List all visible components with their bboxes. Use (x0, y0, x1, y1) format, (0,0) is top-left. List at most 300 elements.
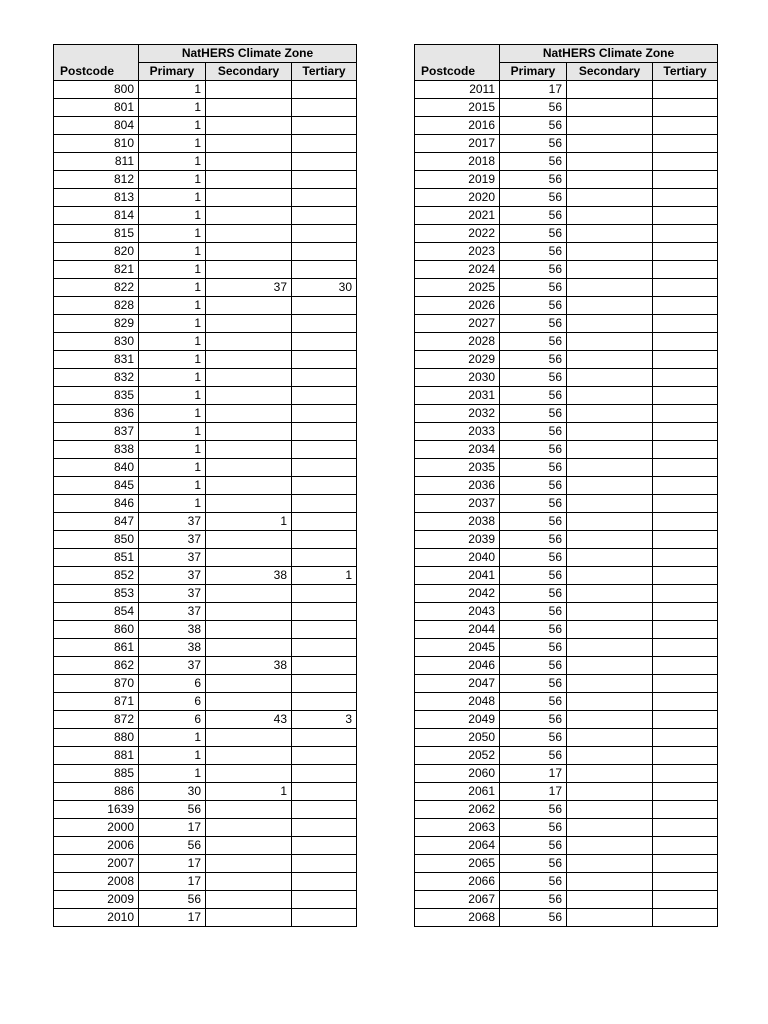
primary-cell: 56 (500, 693, 567, 711)
table-row (54, 891, 357, 909)
tertiary-cell (653, 459, 718, 477)
postcode-cell: 801 (54, 99, 139, 117)
table-row (54, 297, 357, 315)
table-row (415, 909, 718, 927)
secondary-cell (206, 801, 292, 819)
secondary-cell (567, 711, 653, 729)
tertiary-cell (292, 225, 357, 243)
primary-cell: 56 (500, 351, 567, 369)
table-row (415, 837, 718, 855)
postcode-cell: 2015 (415, 99, 500, 117)
table-row (415, 81, 718, 99)
postcode-cell: 815 (54, 225, 139, 243)
tertiary-cell (653, 81, 718, 99)
secondary-cell (206, 81, 292, 99)
secondary-cell (567, 333, 653, 351)
postcode-cell: 845 (54, 477, 139, 495)
tertiary-cell (292, 405, 357, 423)
header-tertiary: Tertiary (292, 63, 357, 81)
table-row (54, 405, 357, 423)
tertiary-cell (653, 891, 718, 909)
table-row (54, 243, 357, 261)
postcode-cell: 2022 (415, 225, 500, 243)
secondary-cell (567, 729, 653, 747)
postcode-cell: 2037 (415, 495, 500, 513)
tertiary-cell (292, 99, 357, 117)
secondary-cell (206, 369, 292, 387)
tertiary-cell (653, 99, 718, 117)
postcode-cell: 831 (54, 351, 139, 369)
tertiary-cell (653, 225, 718, 243)
postcode-cell: 2008 (54, 873, 139, 891)
primary-cell: 1 (139, 135, 206, 153)
table-row (415, 693, 718, 711)
tertiary-cell (292, 603, 357, 621)
table-row (54, 585, 357, 603)
primary-cell: 1 (139, 279, 206, 297)
primary-cell: 38 (139, 621, 206, 639)
primary-cell: 56 (139, 801, 206, 819)
tertiary-cell (292, 135, 357, 153)
secondary-cell: 38 (206, 657, 292, 675)
postcode-cell: 2018 (415, 153, 500, 171)
table-row (415, 873, 718, 891)
table-row (415, 639, 718, 657)
primary-cell: 56 (500, 891, 567, 909)
primary-cell: 56 (500, 423, 567, 441)
postcode-cell: 881 (54, 747, 139, 765)
table-row (54, 747, 357, 765)
header-primary: Primary (500, 63, 567, 81)
postcode-cell: 2020 (415, 189, 500, 207)
table-row (54, 693, 357, 711)
secondary-cell (206, 207, 292, 225)
secondary-cell (567, 531, 653, 549)
primary-cell: 56 (500, 243, 567, 261)
tertiary-cell (653, 171, 718, 189)
primary-cell: 56 (500, 513, 567, 531)
tertiary-cell (653, 639, 718, 657)
primary-cell: 1 (139, 369, 206, 387)
secondary-cell (206, 765, 292, 783)
tertiary-cell (292, 81, 357, 99)
secondary-cell (567, 405, 653, 423)
primary-cell: 1 (139, 261, 206, 279)
primary-cell: 56 (500, 585, 567, 603)
tertiary-cell (292, 909, 357, 927)
postcode-cell: 2044 (415, 621, 500, 639)
primary-cell: 56 (500, 531, 567, 549)
table-row (54, 855, 357, 873)
postcode-cell: 2060 (415, 765, 500, 783)
tertiary-cell (653, 153, 718, 171)
postcode-cell: 804 (54, 117, 139, 135)
table-row (415, 387, 718, 405)
tertiary-cell (653, 513, 718, 531)
tertiary-cell (653, 387, 718, 405)
secondary-cell (567, 81, 653, 99)
tertiary-cell (292, 855, 357, 873)
secondary-cell (567, 495, 653, 513)
primary-cell: 1 (139, 207, 206, 225)
tertiary-cell (292, 513, 357, 531)
primary-cell: 17 (139, 855, 206, 873)
table-row (415, 711, 718, 729)
tertiary-cell (653, 279, 718, 297)
table-row (54, 657, 357, 675)
postcode-cell: 838 (54, 441, 139, 459)
tertiary-cell (292, 639, 357, 657)
secondary-cell (206, 873, 292, 891)
secondary-cell (567, 891, 653, 909)
tertiary-cell (653, 675, 718, 693)
table-row (54, 207, 357, 225)
table-row (415, 441, 718, 459)
table-row (54, 567, 357, 585)
postcode-cell: 2040 (415, 549, 500, 567)
secondary-cell (206, 423, 292, 441)
postcode-cell: 813 (54, 189, 139, 207)
postcode-cell: 800 (54, 81, 139, 99)
primary-cell: 56 (500, 135, 567, 153)
postcode-cell: 2011 (415, 81, 500, 99)
primary-cell: 1 (139, 189, 206, 207)
table-row (415, 225, 718, 243)
table-body-right (415, 81, 718, 927)
secondary-cell (567, 585, 653, 603)
table-row (54, 279, 357, 297)
secondary-cell (567, 549, 653, 567)
postcode-cell: 2052 (415, 747, 500, 765)
table-row (54, 873, 357, 891)
tertiary-cell (653, 711, 718, 729)
secondary-cell (567, 855, 653, 873)
primary-cell: 56 (500, 819, 567, 837)
tertiary-cell (653, 405, 718, 423)
table-row (54, 765, 357, 783)
postcode-cell: 810 (54, 135, 139, 153)
secondary-cell: 43 (206, 711, 292, 729)
table-row (415, 657, 718, 675)
table-row (415, 297, 718, 315)
primary-cell: 17 (139, 909, 206, 927)
postcode-cell: 2041 (415, 567, 500, 585)
tertiary-cell (292, 801, 357, 819)
tertiary-cell (292, 531, 357, 549)
table-row (415, 801, 718, 819)
postcode-cell: 821 (54, 261, 139, 279)
table-row (415, 153, 718, 171)
postcode-cell: 847 (54, 513, 139, 531)
postcode-cell: 2029 (415, 351, 500, 369)
secondary-cell (206, 549, 292, 567)
primary-cell: 37 (139, 531, 206, 549)
postcode-cell: 2027 (415, 315, 500, 333)
primary-cell: 56 (500, 711, 567, 729)
postcode-cell: 2064 (415, 837, 500, 855)
primary-cell: 38 (139, 639, 206, 657)
tertiary-cell (653, 495, 718, 513)
table-row (54, 603, 357, 621)
table-row (54, 675, 357, 693)
postcode-cell: 2026 (415, 297, 500, 315)
secondary-cell (206, 225, 292, 243)
primary-cell: 30 (139, 783, 206, 801)
table-row (54, 135, 357, 153)
postcode-cell: 872 (54, 711, 139, 729)
primary-cell: 56 (500, 639, 567, 657)
tertiary-cell (292, 783, 357, 801)
table-row (415, 819, 718, 837)
table-row (415, 423, 718, 441)
primary-cell: 1 (139, 333, 206, 351)
primary-cell: 56 (500, 801, 567, 819)
secondary-cell (567, 693, 653, 711)
table-row (415, 765, 718, 783)
table-row (54, 459, 357, 477)
header-secondary: Secondary (567, 63, 653, 81)
primary-cell: 1 (139, 117, 206, 135)
table-row (54, 81, 357, 99)
postcode-cell: 852 (54, 567, 139, 585)
primary-cell: 56 (500, 261, 567, 279)
postcode-cell: 862 (54, 657, 139, 675)
secondary-cell (206, 729, 292, 747)
tertiary-cell: 1 (292, 567, 357, 585)
primary-cell: 56 (500, 405, 567, 423)
table-row (54, 513, 357, 531)
postcode-cell: 2038 (415, 513, 500, 531)
postcode-cell: 850 (54, 531, 139, 549)
tertiary-cell (653, 621, 718, 639)
primary-cell: 37 (139, 603, 206, 621)
primary-cell: 56 (500, 621, 567, 639)
secondary-cell (206, 477, 292, 495)
secondary-cell (206, 351, 292, 369)
tertiary-cell (292, 819, 357, 837)
primary-cell: 37 (139, 585, 206, 603)
secondary-cell (567, 225, 653, 243)
postcode-cell: 2028 (415, 333, 500, 351)
table-row (415, 729, 718, 747)
tertiary-cell (292, 675, 357, 693)
secondary-cell (206, 855, 292, 873)
postcode-cell: 837 (54, 423, 139, 441)
primary-cell: 56 (500, 153, 567, 171)
tertiary-cell (292, 621, 357, 639)
table-row (54, 621, 357, 639)
table-row (54, 783, 357, 801)
primary-cell: 56 (500, 99, 567, 117)
secondary-cell (567, 207, 653, 225)
postcode-cell: 832 (54, 369, 139, 387)
tertiary-cell (653, 729, 718, 747)
primary-cell: 1 (139, 99, 206, 117)
secondary-cell (206, 603, 292, 621)
header-tertiary: Tertiary (653, 63, 718, 81)
postcode-cell: 830 (54, 333, 139, 351)
primary-cell: 17 (500, 765, 567, 783)
postcode-cell: 2033 (415, 423, 500, 441)
table-row (415, 261, 718, 279)
table-row (415, 513, 718, 531)
postcode-cell: 886 (54, 783, 139, 801)
tertiary-cell (292, 189, 357, 207)
secondary-cell (567, 351, 653, 369)
postcode-cell: 829 (54, 315, 139, 333)
table-row (415, 243, 718, 261)
postcode-cell: 853 (54, 585, 139, 603)
secondary-cell (567, 99, 653, 117)
tertiary-cell (653, 441, 718, 459)
tertiary-cell (653, 135, 718, 153)
secondary-cell (567, 279, 653, 297)
table-row (54, 423, 357, 441)
primary-cell: 1 (139, 351, 206, 369)
table-row (415, 117, 718, 135)
secondary-cell (567, 837, 653, 855)
postcode-cell: 2048 (415, 693, 500, 711)
tertiary-cell (292, 873, 357, 891)
tertiary-cell (292, 261, 357, 279)
secondary-cell (206, 99, 292, 117)
secondary-cell (206, 117, 292, 135)
primary-cell: 37 (139, 567, 206, 585)
tertiary-cell (292, 171, 357, 189)
primary-cell: 56 (500, 207, 567, 225)
postcode-cell: 2023 (415, 243, 500, 261)
table-row (415, 333, 718, 351)
tertiary-cell (292, 243, 357, 261)
table-row (54, 729, 357, 747)
secondary-cell (567, 675, 653, 693)
primary-cell: 56 (500, 657, 567, 675)
table-row (415, 189, 718, 207)
table-row (54, 441, 357, 459)
table-row (54, 153, 357, 171)
secondary-cell (567, 909, 653, 927)
tertiary-cell (653, 243, 718, 261)
postcode-cell: 811 (54, 153, 139, 171)
tertiary-cell (292, 387, 357, 405)
tertiary-cell (653, 297, 718, 315)
secondary-cell (567, 441, 653, 459)
secondary-cell (567, 243, 653, 261)
postcode-cell: 851 (54, 549, 139, 567)
tertiary-cell (292, 891, 357, 909)
tertiary-cell (653, 423, 718, 441)
climate-zone-table-left (53, 44, 357, 927)
postcode-cell: 2043 (415, 603, 500, 621)
secondary-cell (206, 243, 292, 261)
primary-cell: 56 (500, 387, 567, 405)
primary-cell: 37 (139, 657, 206, 675)
header-climate-zone: NatHERS Climate Zone (500, 45, 718, 63)
primary-cell: 1 (139, 387, 206, 405)
secondary-cell (567, 171, 653, 189)
postcode-cell: 2065 (415, 855, 500, 873)
secondary-cell (206, 531, 292, 549)
secondary-cell (567, 189, 653, 207)
primary-cell: 56 (139, 837, 206, 855)
secondary-cell (206, 297, 292, 315)
table-row (54, 171, 357, 189)
table-row (54, 315, 357, 333)
postcode-cell: 2006 (54, 837, 139, 855)
secondary-cell (567, 423, 653, 441)
postcode-cell: 2021 (415, 207, 500, 225)
secondary-cell (206, 189, 292, 207)
tertiary-cell (292, 549, 357, 567)
tertiary-cell (292, 153, 357, 171)
tertiary-cell (292, 657, 357, 675)
secondary-cell (567, 567, 653, 585)
tertiary-cell (292, 477, 357, 495)
secondary-cell (567, 603, 653, 621)
postcode-cell: 2016 (415, 117, 500, 135)
secondary-cell (206, 891, 292, 909)
primary-cell: 56 (500, 675, 567, 693)
postcode-cell: 836 (54, 405, 139, 423)
secondary-cell (567, 261, 653, 279)
tertiary-cell (292, 297, 357, 315)
secondary-cell (206, 675, 292, 693)
primary-cell: 17 (139, 819, 206, 837)
tertiary-cell (292, 495, 357, 513)
table-row (54, 189, 357, 207)
table-row (54, 531, 357, 549)
postcode-cell: 2034 (415, 441, 500, 459)
primary-cell: 37 (139, 513, 206, 531)
postcode-cell: 2062 (415, 801, 500, 819)
table-row (54, 225, 357, 243)
table-row (54, 261, 357, 279)
postcode-cell: 2067 (415, 891, 500, 909)
postcode-cell: 870 (54, 675, 139, 693)
postcode-cell: 860 (54, 621, 139, 639)
secondary-cell: 1 (206, 513, 292, 531)
primary-cell: 1 (139, 495, 206, 513)
table-row (54, 477, 357, 495)
secondary-cell (206, 621, 292, 639)
secondary-cell (567, 819, 653, 837)
secondary-cell (567, 369, 653, 387)
tertiary-cell (292, 585, 357, 603)
table-row (54, 837, 357, 855)
secondary-cell (206, 909, 292, 927)
tertiary-cell (292, 729, 357, 747)
primary-cell: 56 (500, 333, 567, 351)
secondary-cell: 1 (206, 783, 292, 801)
secondary-cell (206, 315, 292, 333)
primary-cell: 56 (500, 477, 567, 495)
postcode-cell: 835 (54, 387, 139, 405)
secondary-cell (206, 837, 292, 855)
primary-cell: 1 (139, 225, 206, 243)
postcode-cell: 2009 (54, 891, 139, 909)
secondary-cell (567, 315, 653, 333)
postcode-cell: 880 (54, 729, 139, 747)
tertiary-cell (653, 261, 718, 279)
secondary-cell (206, 135, 292, 153)
postcode-cell: 2031 (415, 387, 500, 405)
tertiary-cell (653, 657, 718, 675)
tertiary-cell (292, 837, 357, 855)
secondary-cell (206, 585, 292, 603)
primary-cell: 1 (139, 297, 206, 315)
postcode-cell: 2049 (415, 711, 500, 729)
primary-cell: 56 (500, 297, 567, 315)
